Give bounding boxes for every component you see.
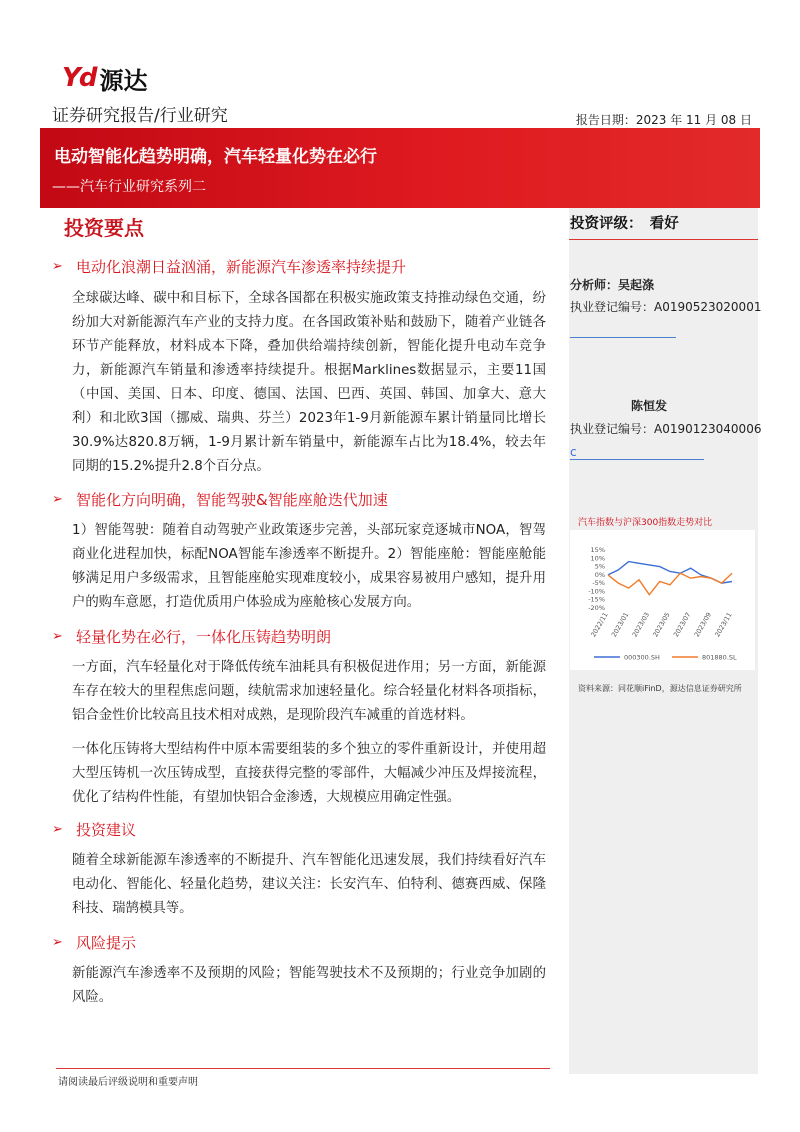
rating-divider — [569, 239, 758, 240]
report-subtitle: ——汽车行业研究系列二 — [52, 179, 206, 195]
x-tick-label: 2022/11 — [589, 611, 610, 639]
analyst-1-name: 分析师：吴起涤 — [570, 278, 655, 292]
arrow-bullet-icon: ➢ — [52, 822, 63, 837]
y-tick-label: 0% — [594, 570, 605, 579]
analyst-2-email-fragment[interactable]: c — [570, 445, 577, 459]
legend-label: 801880.SL — [702, 653, 737, 662]
section-title-text: 风险提示 — [76, 934, 137, 952]
section-title-text: 智能化方向明确，智能驾驶&智能座舱迭代加速 — [76, 491, 388, 509]
x-tick-label: 2023/03 — [630, 611, 652, 639]
report-title: 电动智能化趋势明确，汽车轻量化势在必行 — [54, 147, 377, 167]
x-tick-label: 2023/09 — [692, 611, 714, 639]
analyst-2-email-underline — [570, 459, 704, 460]
footer-divider — [56, 1068, 550, 1069]
report-date: 报告日期：2023 年 11 月 08 日 — [575, 113, 752, 127]
company-logo — [62, 62, 147, 94]
paragraph-lightweight-2: 一体化压铸将大型结构件中原本需要组装的多个独立的零件重新设计，并使用超大型压铸机一次压铸成型，直接获得完整的零部件，大幅减少冲压及焊接流程，优化了结构件性能，有望加快铝合金渗透，大规模应用确定性强。 — [72, 742, 546, 805]
paragraph-lightweight-1: 一方面，汽车轻量化对于降低传统车油耗具有积极促进作用；另一方面，新能源车存在较大的里程焦虑问题，续航需求加速轻量化。综合轻量化材料各项指标，铝合金性价比较高且技术相对成熟，是现阶段汽车减重的首选材料。 — [72, 660, 546, 723]
logo-mark: Yd — [62, 63, 96, 93]
y-tick-label: -5% — [592, 579, 605, 588]
analyst-1-email-underline — [570, 337, 676, 338]
paragraph-risk: 新能源汽车渗透率不及预期的风险；智能驾驶技术不及预期的；行业竞争加剧的风险。 — [72, 966, 546, 1005]
analyst-1-registration: 执业登记编号：A0190523020001 — [570, 300, 762, 314]
series-line-801880-sl — [608, 573, 732, 595]
section-title-electrification — [52, 256, 406, 277]
title-banner — [40, 128, 760, 208]
y-tick-label: -10% — [588, 587, 605, 596]
section-title-investment-advice — [52, 819, 136, 840]
y-tick-label: -20% — [588, 604, 605, 612]
x-tick-label: 2023/07 — [671, 611, 693, 639]
section-title-risk — [52, 932, 136, 953]
x-tick-label: 2023/11 — [713, 611, 734, 639]
legend-label: 000300.SH — [624, 653, 660, 662]
section-heading-key-points: 投资要点 — [64, 216, 144, 240]
section-title-text: 轻量化势在必行，一体化压铸趋势明朗 — [76, 628, 332, 646]
section-title-lightweight — [52, 626, 331, 647]
chart-source: 资料来源：同花顺iFinD，源达信息证券研究所 — [578, 684, 742, 693]
x-tick-label: 2023/05 — [651, 611, 672, 639]
paragraph-electrification: 全球碳达峰、碳中和目标下，全球各国都在积极实施政策支持推动绿色交通，纷纷加大对新能源汽车产业的支持力度。在各国政策补贴和鼓励下，随着产业链各环节产能释放，材料成本下降，叠加供给端持续创新，智能化提升电动车竞争力，新能源汽车销量和渗透率持续提升。根据Marklines数据显示，主要11国（中国、美国、日本、印度、德国、法国、巴西、英国、韩国、加拿大、意大利）和北欧3国（挪威、瑞典、芬兰）2023年1-9月新能源车累计销量同比增长30.9%达820.8万辆，1-9月累计新车销量中，新能源车占比为18.4%，较去年同期的15.2%提升2.8个百分点。 — [72, 291, 546, 474]
arrow-bullet-icon: ➢ — [52, 259, 63, 274]
index-comparison-chart — [570, 530, 755, 670]
logo-text: 源达 — [99, 66, 148, 95]
analyst-2-registration: 执业登记编号：A0190123040006 — [570, 422, 762, 436]
paragraph-investment-advice: 随着全球新能源车渗透率的不断提升、汽车智能化迅速发展，我们持续看好汽车电动化、智能化、轻量化趋势，建议关注：长安汽车、伯特利、德赛西威、保隆科技、瑞鹄模具等。 — [72, 853, 546, 916]
y-tick-label: 5% — [594, 562, 605, 571]
analyst-2-name: 陈恒发 — [631, 399, 668, 413]
investment-rating: 投资评级： 看好 — [570, 216, 679, 232]
arrow-bullet-icon: ➢ — [52, 492, 63, 507]
y-tick-label: 10% — [590, 554, 605, 563]
chart-svg — [570, 530, 755, 670]
document-type: 证券研究报告/行业研究 — [52, 106, 228, 126]
y-tick-label: 15% — [590, 546, 605, 554]
footer-disclaimer: 请阅读最后评级说明和重要声明 — [58, 1077, 198, 1088]
paragraph-intelligence: 1）智能驾驶：随着自动驾驶产业政策逐步完善，头部玩家竞逐城市NOA，智驾商业化进程加快，标配NOA智能车渗透率不断提升。2）智能座舱：智能座舱能够满足用户多级需求，且智能座舱实现难度较小，成果容易被用户感知，提升用户的购车意愿，打造优质用户体验成为座舱核心发展方向。 — [72, 523, 546, 610]
section-title-intelligence — [52, 489, 388, 510]
section-title-text: 电动化浪潮日益汹涌，新能源汽车渗透率持续提升 — [76, 258, 407, 276]
section-title-text: 投资建议 — [76, 821, 137, 839]
arrow-bullet-icon: ➢ — [52, 629, 63, 644]
chart-title: 汽车指数与沪深300指数走势对比 — [578, 518, 713, 528]
x-tick-label: 2023/01 — [609, 611, 631, 639]
arrow-bullet-icon: ➢ — [52, 935, 63, 950]
y-tick-label: -15% — [588, 595, 605, 604]
